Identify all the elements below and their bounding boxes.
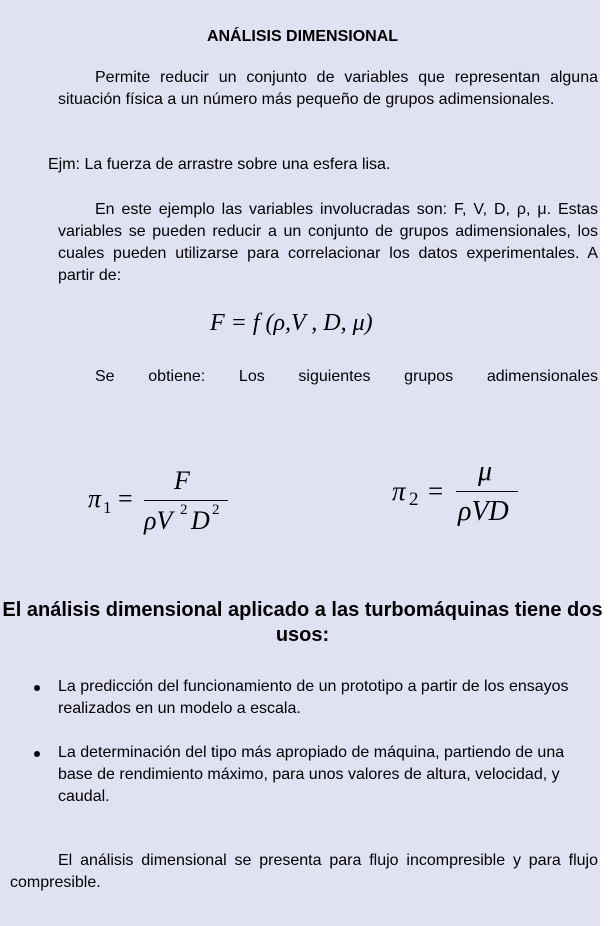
intro-paragraph: Permite reducir un conjunto de variables que representan alguna situación física a un número más pequeño de grupos adimensionales. <box>58 69 598 108</box>
pi2-numerator: μ <box>478 456 493 487</box>
pi2-fraction-bar <box>456 491 518 492</box>
page-title: ANÁLISIS DIMENSIONAL <box>206 28 399 45</box>
pi1-formula <box>88 462 238 542</box>
pi1-fraction-bar <box>144 500 228 501</box>
closing-paragraph: El análisis dimensional se presenta para flujo incompresible y para flujo compresible. <box>10 852 598 891</box>
pi2-symbol: π <box>392 476 406 506</box>
pi1-denominator-d: D <box>191 506 210 535</box>
pi2-formula <box>392 456 532 536</box>
variables-paragraph: En este ejemplo las variables involucradas son: F, V, D, ρ, μ. Estas variables se pueden reducir a un conjunto de grupos adimensionales, los cuales pueden utilizarse para correlacionar los datos experimentales. A partir de: <box>58 201 598 284</box>
bullet-text: La determinación del tipo más apropiado de máquina, partiendo de una base de rendimiento máximo, para unos valores de altura, velocidad, y caudal. <box>58 744 565 805</box>
list-item <box>30 676 598 720</box>
bullet-icon <box>34 751 40 757</box>
list-item <box>30 742 598 808</box>
pi1-equals: = <box>118 484 133 513</box>
example-line: Ejm: La fuerza de arrastre sobre una esfera lisa. <box>48 156 391 173</box>
section-heading: El análisis dimensional aplicado a las turbomáquinas tiene dos usos: <box>2 599 603 646</box>
obtains-paragraph: Se obtiene: Los siguientes grupos adimensionales <box>95 368 598 385</box>
main-formula: F = f (ρ,V , D, μ) <box>210 310 373 336</box>
uses-list <box>30 676 598 830</box>
pi1-symbol: π <box>88 484 102 513</box>
bullet-icon <box>34 685 40 691</box>
pi1-subscript: 1 <box>103 498 112 517</box>
pi1-numerator: F <box>174 466 190 495</box>
pi1-exponent-v: 2 <box>180 502 188 518</box>
pi1-denominator-base: ρV <box>144 506 173 535</box>
pi1-exponent-d: 2 <box>212 502 220 518</box>
pi2-equals: = <box>428 476 444 506</box>
pi2-denominator: ρVD <box>458 496 509 527</box>
bullet-text: La predicción del funcionamiento de un prototipo a partir de los ensayos realizados en un modelo a escala. <box>58 678 569 717</box>
pi2-subscript: 2 <box>409 489 419 510</box>
